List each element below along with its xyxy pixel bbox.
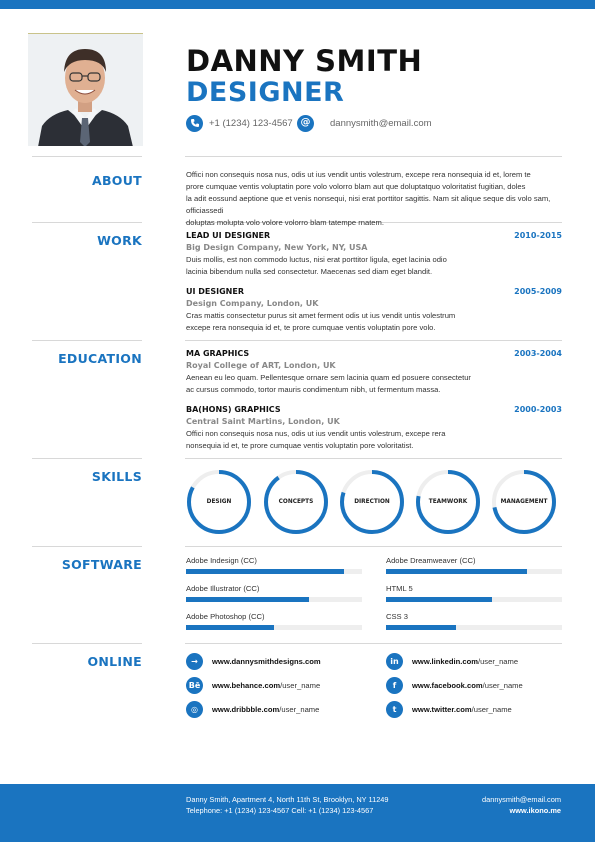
footer-website[interactable]: www.ikono.me	[509, 806, 561, 815]
software-label: Adobe Illustrator (CC)	[186, 584, 260, 593]
divider	[185, 340, 562, 341]
job-description-line: lacinia bibendum nulla sed consectetur. Maecenas sed diam eget blandit.	[186, 267, 433, 276]
job-dates: 2010-2015	[514, 231, 562, 240]
link-path: /user_name	[280, 680, 321, 690]
footer-email[interactable]: dannysmith@email.com	[482, 795, 561, 804]
section-title-about: ABOUT	[91, 173, 142, 188]
degree-description-line: ac cursus commodo, tortor mauris condimentum nibh, ut fermentum massa.	[186, 385, 441, 394]
link-site: www.behance.com	[212, 680, 281, 690]
link-path: /user_name	[482, 680, 523, 690]
divider	[185, 643, 562, 644]
divider	[32, 458, 142, 459]
arrow-right-icon: →	[186, 653, 203, 670]
link-path: /user_name	[471, 704, 512, 714]
divider	[32, 222, 142, 223]
divider	[32, 340, 142, 341]
link-site: www.twitter.com	[412, 704, 472, 714]
phone-icon	[186, 115, 203, 132]
dribbble-icon: ◎	[186, 701, 203, 718]
profile-photo	[28, 33, 143, 146]
phone-text: +1 (1234) 123-4567	[209, 117, 293, 129]
about-line: doluptas molupta volo volore volorro blam tatempe rnatem.	[186, 218, 384, 227]
section-title-education: EDUCATION	[58, 351, 142, 366]
skill-label: CONCEPTS	[278, 499, 314, 505]
job-title: UI DESIGNER	[186, 287, 244, 296]
degree-title: BA(HONS) GRAPHICS	[186, 405, 281, 414]
twitter-icon: t	[386, 701, 403, 718]
school-name: Central Saint Martins, London, UK	[186, 417, 340, 426]
skill-ring	[490, 468, 558, 536]
candidate-title: DESIGNER	[186, 77, 345, 108]
software-bar-fill	[386, 625, 456, 630]
candidate-name: DANNY SMITH	[186, 44, 423, 78]
job-description	[186, 310, 562, 334]
dribbble-link[interactable]	[186, 700, 319, 718]
school-name: Royal College of ART, London, UK	[186, 361, 336, 370]
linkedin-icon: in	[386, 653, 403, 670]
degree-description-line: Aenean eu leo quam. Pellentesque ornare sem lacinia quam ed posuere consectetur	[186, 373, 471, 382]
behance-link[interactable]	[186, 676, 320, 694]
skill-ring	[338, 468, 406, 536]
job-company: Design Company, London, UK	[186, 299, 319, 308]
software-label: Adobe Photoshop (CC)	[186, 612, 265, 621]
job-description	[186, 254, 562, 278]
link-path: /user_name	[279, 704, 320, 714]
link-site: www.facebook.com	[412, 680, 483, 690]
software-bar-fill	[186, 569, 344, 574]
degree-description	[186, 428, 562, 452]
software-bar-fill	[386, 597, 492, 602]
software-bar-track	[186, 569, 362, 574]
top-accent-bar	[0, 0, 595, 9]
divider	[185, 458, 562, 459]
divider	[32, 643, 142, 644]
software-bar-track	[386, 625, 562, 630]
software-bar-track	[186, 597, 362, 602]
degree-dates: 2000-2003	[514, 405, 562, 414]
degree-description-line: nonsequia id et, te prore cumquae ventis voluptatin pore voloritatist.	[186, 441, 414, 450]
link-site: www.dribbble.com	[212, 704, 280, 714]
software-bar-fill	[186, 597, 309, 602]
link-path: /user_name	[477, 656, 519, 666]
job-description-line: Duis mollis, est non commodo luctus, nisi erat porttitor ligula, eget lacinia odio	[186, 255, 447, 264]
software-label: Adobe Indesign (CC)	[186, 556, 257, 565]
email-text[interactable]: dannysmith@email.com	[330, 117, 432, 129]
skill-ring	[262, 468, 330, 536]
job-description-line: Cras mattis consectetur purus sit amet ferment odis ut ius vendit untis volestrum	[186, 311, 456, 320]
software-bar-track	[386, 569, 562, 574]
skill-ring	[414, 468, 482, 536]
job-description-line: excepe rera nonsequia id et, te prore cumquae ventis voluptatin pore volo.	[186, 323, 436, 332]
divider	[32, 156, 142, 157]
footer-phones: Telephone: +1 (1234) 123-4567 Cell: +1 (1234) 123-4567	[186, 806, 374, 815]
software-bar-fill	[386, 569, 527, 574]
facebook-icon: f	[386, 677, 403, 694]
job-title: LEAD UI DESIGNER	[186, 231, 271, 240]
software-label: HTML 5	[386, 584, 413, 593]
skill-label: MANAGEMENT	[500, 499, 548, 505]
software-label: Adobe Dreamweaver (CC)	[386, 556, 476, 565]
section-title-software: SOFTWARE	[61, 557, 142, 572]
behance-icon: Bē	[186, 677, 203, 694]
about-line: la adit eossund aeptione que et venis nonsequi, nisi erat porttitor sagittis. Nam sit alique seque dis volo sam, officiassedi	[186, 194, 551, 215]
footer	[0, 784, 595, 842]
contact-phone	[186, 114, 293, 132]
skill-label: DESIGN	[206, 499, 232, 505]
section-title-work: WORK	[97, 233, 142, 248]
job-company: Big Design Company, New York, NY, USA	[186, 243, 368, 252]
skill-label: TEAMWORK	[428, 499, 468, 505]
facebook-link[interactable]	[386, 676, 523, 694]
divider	[185, 156, 562, 157]
about-line: Offici non consequis nosa nus, odis ut ius vendit untis volestrum, excepe rera nonsequia id et, lorem te	[186, 170, 531, 179]
degree-dates: 2003-2004	[514, 349, 562, 358]
skill-label: DIRECTION	[354, 499, 390, 505]
software-label: CSS 3	[386, 612, 408, 621]
about-text	[186, 169, 562, 229]
section-title-online: ONLINE	[87, 654, 142, 669]
software-bar-track	[186, 625, 362, 630]
degree-description	[186, 372, 562, 396]
software-bar-track	[386, 597, 562, 602]
footer-address: Danny Smith, Apartment 4, North 11th St, Brooklyn, NY 11249	[186, 795, 389, 804]
website-link[interactable]	[186, 652, 321, 670]
link-site: www.dannysmithdesigns.com	[212, 656, 321, 666]
twitter-link[interactable]	[386, 700, 512, 718]
degree-description-line: Offici non consequis nosa nus, odis ut ius vendit untis volestrum, excepe rera	[186, 429, 446, 438]
divider	[32, 546, 142, 547]
at-sign-icon: @	[297, 115, 314, 132]
link-site: www.linkedin.com	[412, 656, 478, 666]
about-line: prore cumquae ventis voluptatin pore volo volorro blam aut que doluptatquo voloritatist fugitian, doles	[186, 182, 526, 191]
degree-title: MA GRAPHICS	[186, 349, 250, 358]
job-dates: 2005-2009	[514, 287, 562, 296]
skill-ring	[185, 468, 253, 536]
divider	[185, 546, 562, 547]
section-title-skills: SKILLS	[91, 469, 142, 484]
contact-email	[297, 114, 432, 132]
linkedin-link[interactable]	[386, 652, 518, 670]
software-bar-fill	[186, 625, 274, 630]
